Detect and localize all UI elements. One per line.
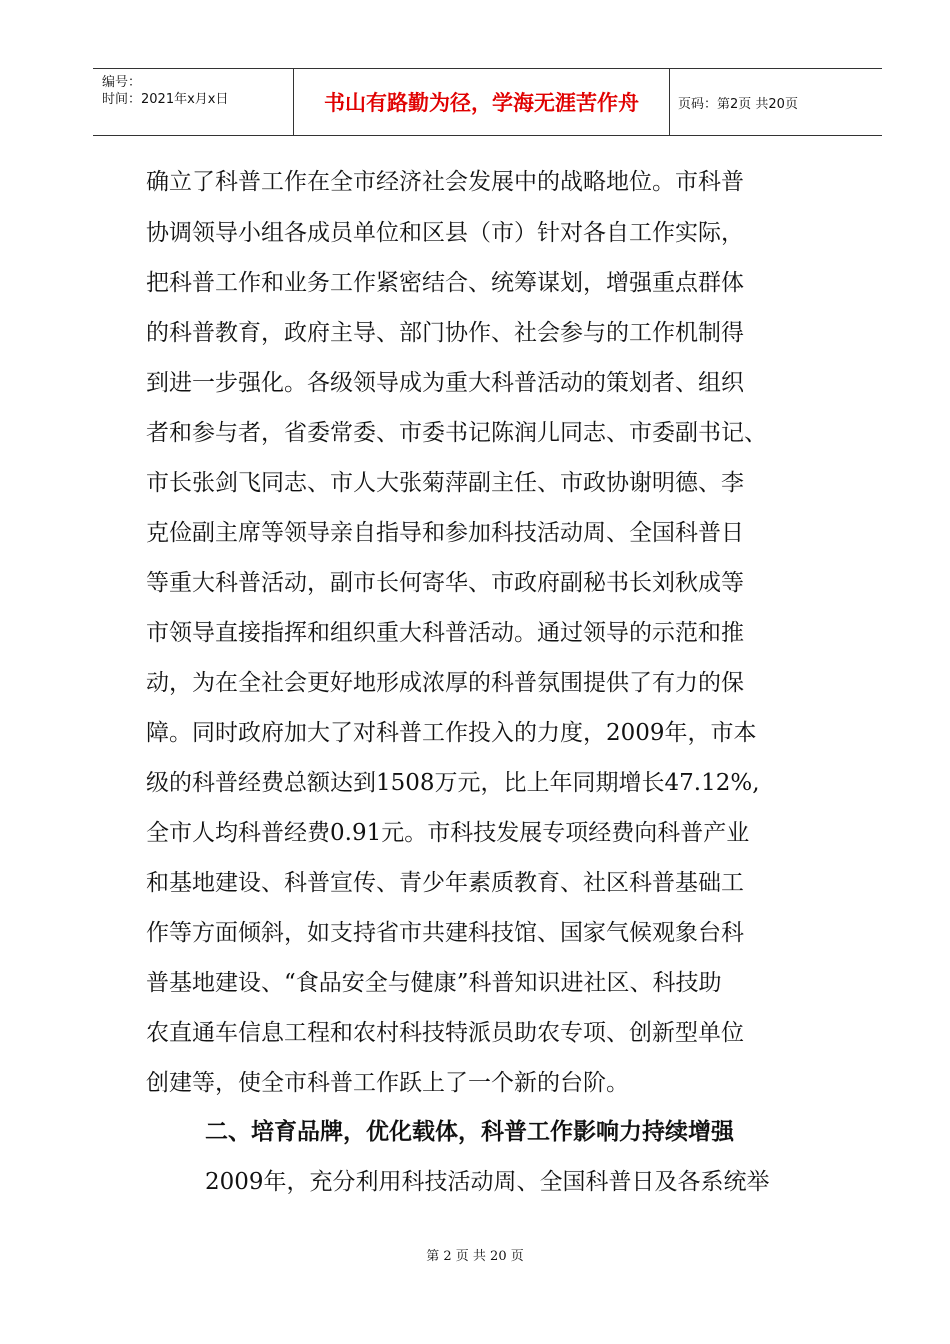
body-line: 2009年，充分利用科技活动周、全国科普日及各系统举 — [205, 1169, 770, 1195]
document-number-label: 编号： — [102, 75, 142, 90]
header-motto: 书山有路勤为径，学海无涯苦作舟 — [294, 69, 670, 135]
page-footer: 第 2 页 共 20 页 — [426, 1249, 524, 1264]
body-line: 创建等，使全市科普工作跃上了一个新的台阶。 — [146, 1070, 629, 1096]
body-line: 的科普教育，政府主导、部门协作、社会参与的工作机制得 — [146, 320, 744, 346]
body-line: 市长张剑飞同志、市人大张菊萍副主任、市政协谢明德、李 — [146, 470, 744, 496]
body-line: 级的科普经费总额达到1508万元，比上年同期增长47.12%, — [146, 770, 760, 796]
body-line: 确立了科普工作在全市经济社会发展中的战略地位。市科普 — [146, 169, 744, 195]
body-line: 障。同时政府加大了对科普工作投入的力度，2009年，市本 — [146, 720, 757, 746]
body-line: 和基地建设、科普宣传、青少年素质教育、社区科普基础工 — [146, 870, 744, 896]
page-header — [93, 68, 882, 136]
header-meta — [93, 69, 294, 135]
body-line: 者和参与者，省委常委、市委书记陈润儿同志、市委副书记、 — [146, 420, 767, 446]
body-line: 动，为在全社会更好地形成浓厚的科普氛围提供了有力的保 — [146, 670, 744, 696]
body-line: 市领导直接指挥和组织重大科普活动。通过领导的示范和推 — [146, 620, 744, 646]
body-line: 普基地建设、“食品安全与健康”科普知识进社区、科技助 — [146, 970, 722, 996]
document-time-label: 时间：2021年x月x日 — [102, 92, 229, 107]
body-line: 把科普工作和业务工作紧密结合、统筹谋划，增强重点群体 — [146, 270, 744, 296]
section-heading: 二、培育品牌，优化载体，科普工作影响力持续增强 — [205, 1119, 734, 1145]
header-page-code: 页码：第2页 共20页 — [678, 96, 798, 112]
body-line: 克俭副主席等领导亲自指导和参加科技活动周、全国科普日 — [146, 520, 744, 546]
body-line: 全市人均科普经费0.91元。市科技发展专项经费向科普产业 — [146, 820, 750, 846]
body-line: 作等方面倾斜，如支持省市共建科技馆、国家气候观象台科 — [146, 920, 744, 946]
body-line: 到进一步强化。各级领导成为重大科普活动的策划者、组织 — [146, 370, 744, 396]
body-line: 农直通车信息工程和农村科技特派员助农专项、创新型单位 — [146, 1020, 744, 1046]
body-line: 协调领导小组各成员单位和区县（市）针对各自工作实际， — [146, 220, 744, 246]
body-line: 等重大科普活动，副市长何寄华、市政府副秘书长刘秋成等 — [146, 570, 744, 596]
